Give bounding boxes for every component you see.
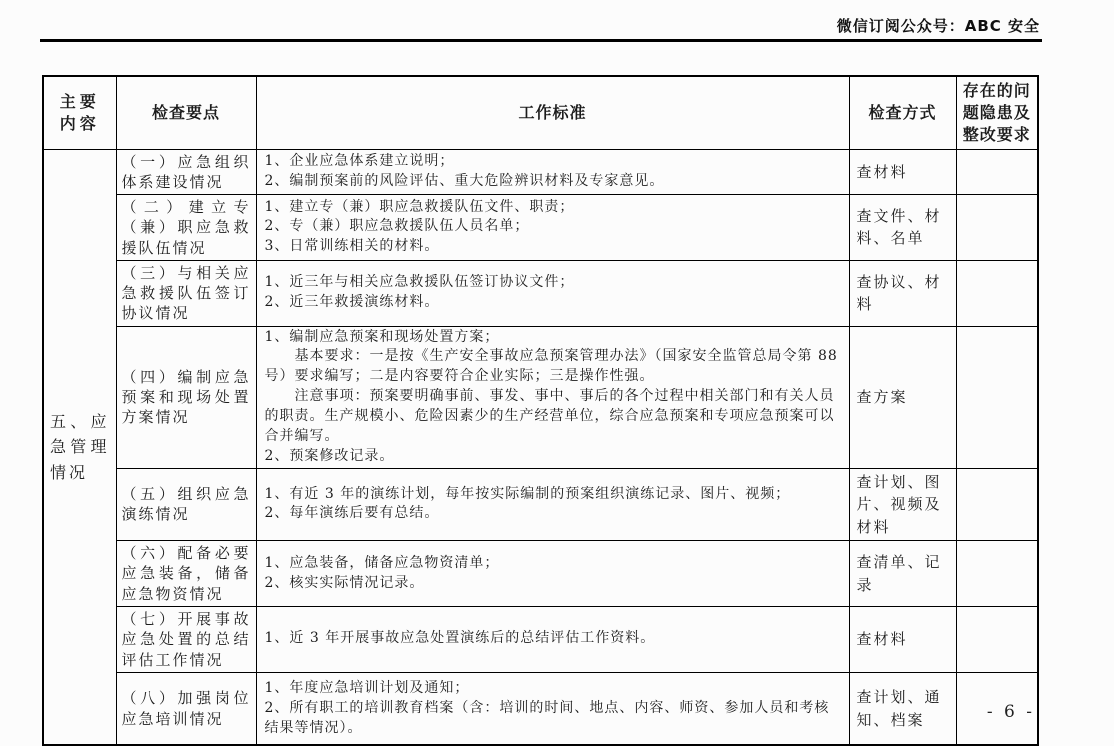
standard-line: 2、预案修改记录。: [264, 447, 395, 464]
standard-line: 1、近 3 年开展事故应急处置演练后的总结评估工作资料。: [264, 630, 656, 647]
standard-line: 3、日常训练相关的材料。: [264, 238, 440, 255]
standard-line: 2、每年演练后要有总结。: [264, 505, 440, 522]
table-row: [43, 195, 1038, 261]
col-header-issues: 存在的问题隐患及整改要求: [956, 76, 1038, 149]
issues-cell: [956, 468, 1038, 541]
col-header-work-standard: 工作标准: [256, 76, 849, 149]
check-point-cell: （二）建立专（兼）职应急救援队伍情况: [116, 195, 256, 261]
issues-cell: [956, 195, 1038, 261]
work-standard-cell: [256, 195, 849, 261]
col-header-check-points: 检查要点: [116, 76, 256, 149]
check-method-cell: 查材料: [849, 606, 956, 672]
check-method-cell: 查计划、图片、视频及材料: [849, 468, 956, 541]
table-row: [43, 326, 1038, 468]
standard-line: 2、编制预案前的风险评估、重大危险辨识材料及专家意见。: [264, 172, 665, 189]
page-number: - 6 -: [986, 702, 1035, 722]
standard-line: 2、所有职工的培训教育档案（含：培训的时间、地点、内容、师资、参加人员和考核结果等情况）。: [264, 699, 830, 736]
header-divider-rule: [40, 39, 1042, 42]
work-standard-cell: [256, 468, 849, 541]
issues-cell: [956, 326, 1038, 468]
check-method-cell: 查清单、记录: [849, 541, 956, 607]
check-method-cell: 查文件、材料、名单: [849, 195, 956, 261]
table-row: [43, 541, 1038, 607]
col-header-main-content: 主要内容: [43, 76, 116, 149]
work-standard-cell: [256, 672, 849, 745]
issues-cell: [956, 260, 1038, 326]
work-standard-cell: [256, 541, 849, 607]
table-row: [43, 606, 1038, 672]
issues-cell: [956, 149, 1038, 195]
table-row: [43, 149, 1038, 195]
check-point-cell: （七）开展事故应急处置的总结评估工作情况: [116, 606, 256, 672]
standard-line: 1、近三年与相关应急救援队伍签订协议文件；: [264, 274, 575, 291]
check-point-cell: （八）加强岗位应急培训情况: [116, 672, 256, 745]
check-method-cell: 查材料: [849, 149, 956, 195]
work-standard-cell: [256, 326, 849, 468]
check-method-cell: 查计划、通知、档案: [849, 672, 956, 745]
col-header-check-method: 检查方式: [849, 76, 956, 149]
check-method-cell: 查方案: [849, 326, 956, 468]
wechat-subscription-note: 微信订阅公众号：ABC 安全: [836, 17, 1040, 35]
work-standard-cell: [256, 260, 849, 326]
check-point-cell: （三）与相关应急救援队伍签订协议情况: [116, 260, 256, 326]
standard-line: 基本要求：一是按《生产安全事故应急预案管理办法》（国家安全监管总局令第 88 号）要求编写；二是内容要符合企业实际；三是操作性强。: [264, 348, 844, 385]
issues-cell: [956, 541, 1038, 607]
standard-line: 1、编制应急预案和现场处置方案；: [264, 328, 500, 345]
issues-cell: [956, 606, 1038, 672]
section-label-cell: 五、应急管理情况: [43, 149, 116, 745]
table-row: [43, 260, 1038, 326]
check-point-cell: （一）应急组织体系建设情况: [116, 149, 256, 195]
standard-line: 2、专（兼）职应急救援队伍人员名单；: [264, 218, 530, 235]
standard-line: 2、核实实际情况记录。: [264, 574, 425, 591]
check-point-cell: （六）配备必要应急装备，储备应急物资情况: [116, 541, 256, 607]
table-header-row: [43, 76, 1038, 149]
table-row: [43, 468, 1038, 541]
standard-line: 1、企业应急体系建立说明；: [264, 152, 455, 169]
check-method-cell: 查协议、材料: [849, 260, 956, 326]
table-row: [43, 672, 1038, 745]
standard-line: 1、年度应急培训计划及通知；: [264, 679, 470, 696]
standard-line: 1、建立专（兼）职应急救援队伍文件、职责；: [264, 198, 575, 215]
check-point-cell: （五）组织应急演练情况: [116, 468, 256, 541]
work-standard-cell: [256, 149, 849, 195]
check-point-cell: （四）编制应急预案和现场处置方案情况: [116, 326, 256, 468]
inspection-table: [42, 75, 1039, 746]
standard-line: 1、应急装备，储备应急物资清单；: [264, 554, 500, 571]
standard-line: 注意事项：预案要明确事前、事发、事中、事后的各个过程中相关部门和有关人员的职责。生产规模小、危险因素少的生产经营单位，综合应急预案和专项应急预案可以合并编写。: [264, 388, 835, 444]
standard-line: 1、有近 3 年的演练计划，每年按实际编制的预案组织演练记录、图片、视频；: [264, 485, 791, 502]
standard-line: 2、近三年救援演练材料。: [264, 294, 440, 311]
work-standard-cell: [256, 606, 849, 672]
